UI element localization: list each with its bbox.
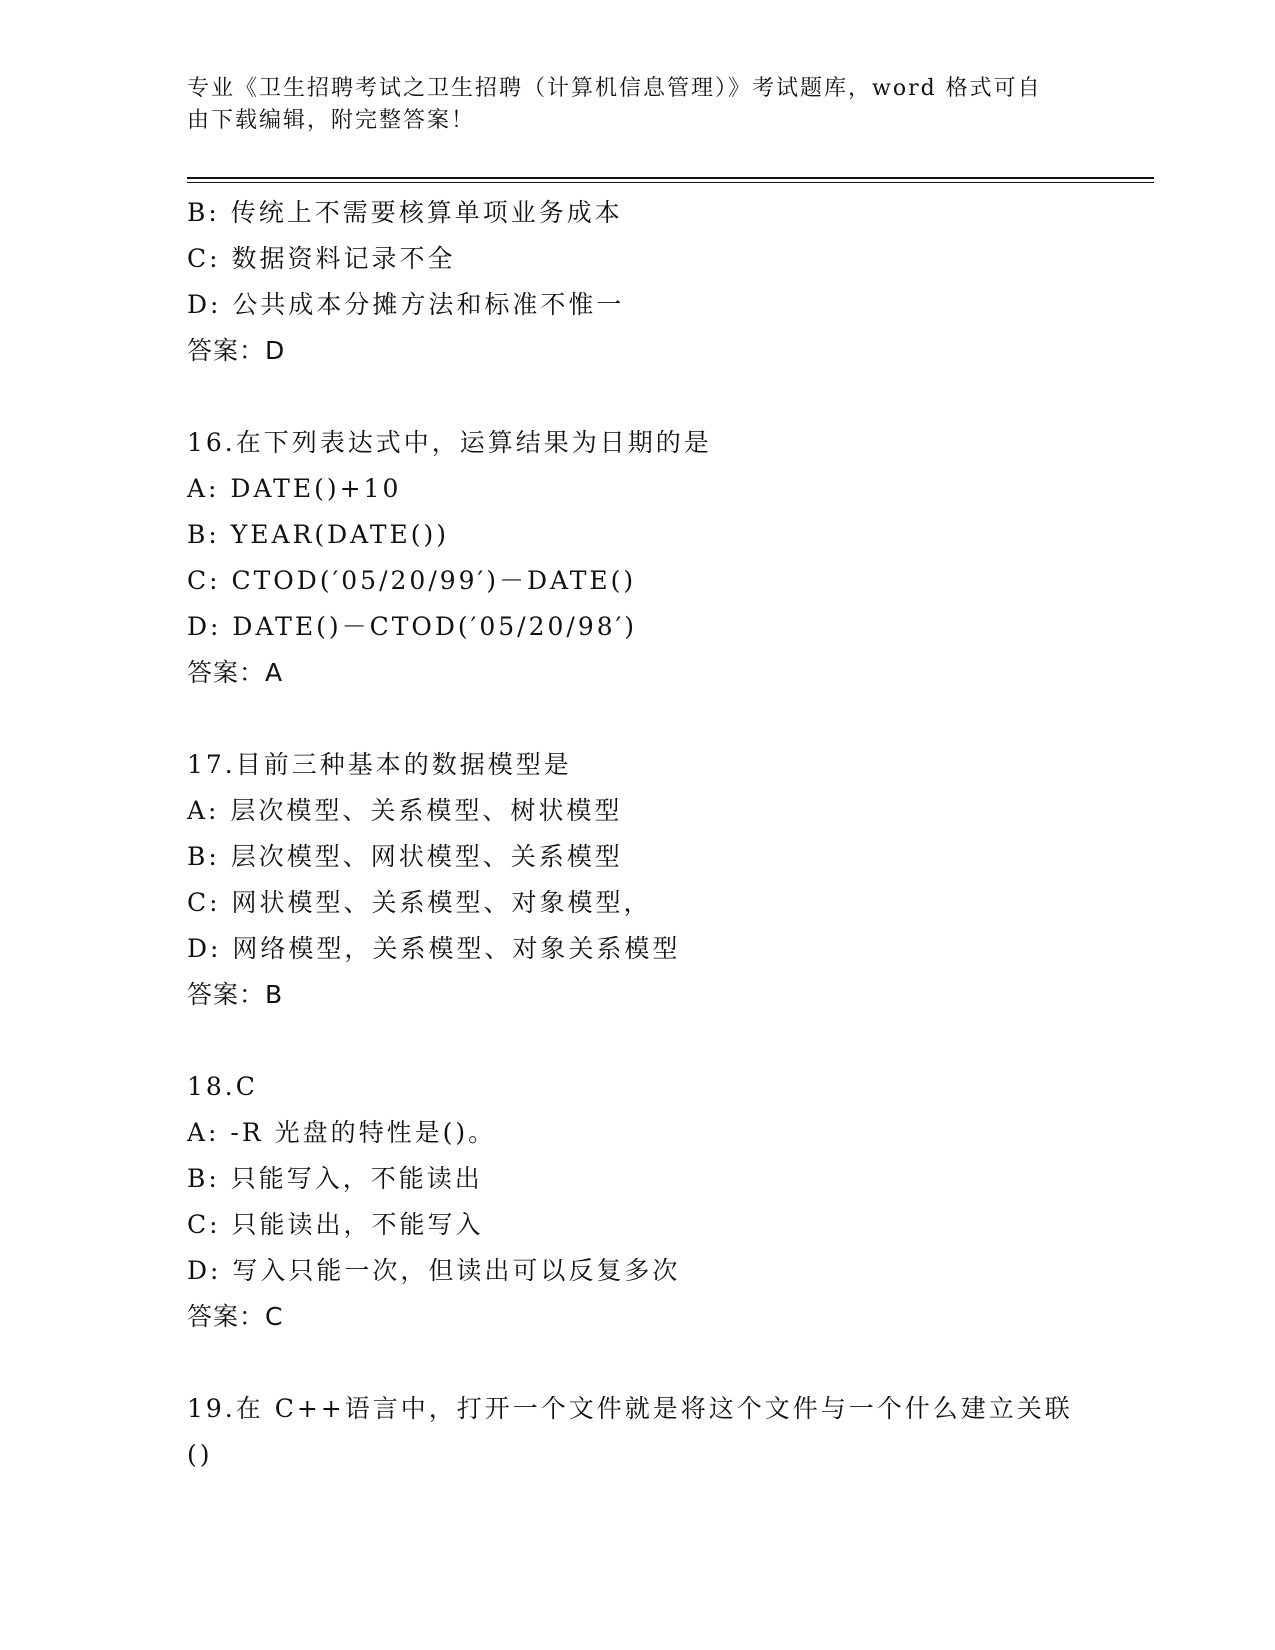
option-c: C: 只能读出，不能写入: [187, 1210, 484, 1239]
question-text: 16.在下列表达式中，运算结果为日期的是: [187, 428, 712, 457]
option-d: D: 写入只能一次，但读出可以反复多次: [187, 1256, 681, 1285]
question-18: [187, 1064, 1147, 1340]
spacer: [187, 374, 1147, 420]
option-a: A: DATE()+10: [187, 474, 402, 503]
answer-label: 答案：A: [187, 658, 284, 687]
option-c: C: 网状模型、关系模型、对象模型，: [187, 888, 652, 917]
question-text: 17.目前三种基本的数据模型是: [187, 750, 572, 779]
option-c: C: CTOD(′05/20/99′)－DATE(): [187, 566, 637, 595]
spacer: [187, 1340, 1147, 1386]
question-17: [187, 742, 1147, 1018]
option-b: B: YEAR(DATE()): [187, 520, 450, 549]
spacer: [187, 1018, 1147, 1064]
question-16: [187, 420, 1147, 696]
question-text-line-2: (): [187, 1440, 213, 1469]
question-15: [187, 190, 1147, 374]
header-divider-thin: [187, 182, 1154, 183]
option-a: A: 层次模型、关系模型、树状模型: [187, 796, 623, 825]
answer-label: 答案：C: [187, 1302, 284, 1331]
answer-label: 答案：D: [187, 336, 286, 365]
option-c: C: 数据资料记录不全: [187, 244, 456, 273]
document-header: [187, 73, 1067, 137]
question-list: [187, 190, 1147, 1478]
option-a: A: -R 光盘的特性是()。: [187, 1118, 497, 1147]
option-d: D: DATE()－CTOD(′05/20/98′): [187, 612, 638, 641]
question-text-line-1: 19.在 C++语言中，打开一个文件就是将这个文件与一个什么建立关联: [187, 1394, 1073, 1423]
option-b: B: 层次模型、网状模型、关系模型: [187, 842, 623, 871]
option-d: D: 网络模型，关系模型、对象关系模型: [187, 934, 681, 963]
option-d: D: 公共成本分摊方法和标准不惟一: [187, 290, 625, 319]
header-divider-thick: [187, 177, 1154, 179]
option-b: B: 只能写入，不能读出: [187, 1164, 483, 1193]
header-line-1: 专业《卫生招聘考试之卫生招聘（计算机信息管理）》考试题库，word 格式可自: [187, 76, 1042, 101]
question-19: [187, 1386, 1147, 1478]
spacer: [187, 696, 1147, 742]
question-text: 18.C: [187, 1072, 258, 1101]
option-b: B: 传统上不需要核算单项业务成本: [187, 198, 623, 227]
header-line-2: 由下载编辑，附完整答案！: [187, 108, 476, 133]
answer-label: 答案：B: [187, 980, 284, 1009]
